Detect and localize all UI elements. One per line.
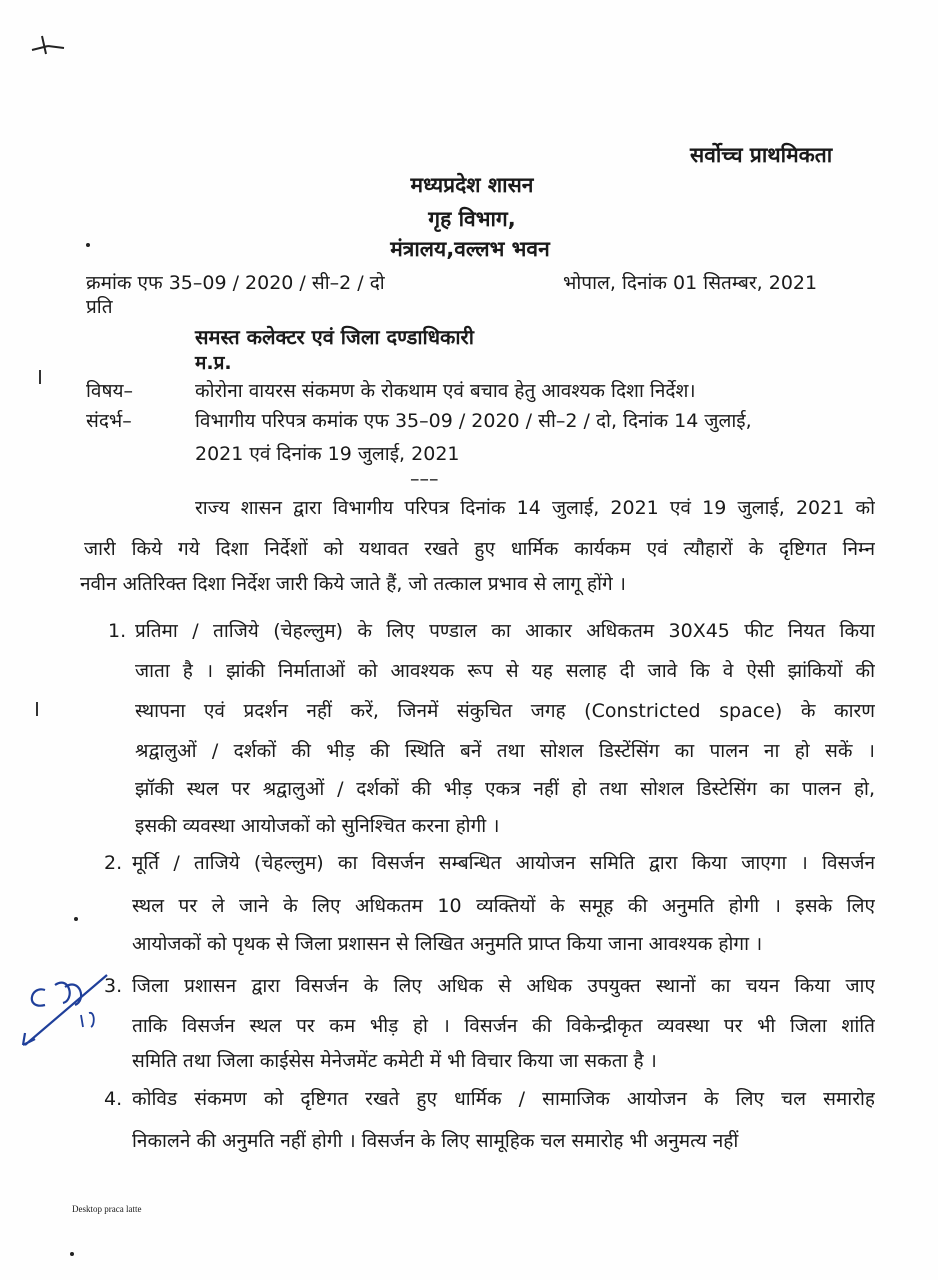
subject-text: कोरोना वायरस संकमण के रोकथाम एवं बचाव हेतु आवश्यक दिशा निर्देश। bbox=[195, 380, 696, 402]
margin-mark bbox=[36, 702, 38, 716]
item-line: जाता है । झांकी निर्माताओं को आवश्यक रूप से यह सलाह दी जावे कि वे ऐसी झांकियों की bbox=[135, 660, 875, 682]
header-department: गृह विभाग, bbox=[428, 207, 516, 231]
handwritten-tick-mark bbox=[28, 30, 68, 60]
to-label: प्रति bbox=[86, 296, 113, 318]
addressee-state: म.प्र. bbox=[195, 352, 232, 374]
reference-line-2: 2021 एवं दिनांक 19 जुलाई, 2021 bbox=[195, 443, 460, 465]
speck-dot bbox=[86, 243, 90, 247]
reference-line-1: विभागीय परिपत्र कमांक एफ 35–09 / 2020 / सी–2 / दो, दिनांक 14 जुलाई, bbox=[195, 410, 752, 432]
addressee: समस्त कलेक्टर एवं जिला दण्डाधिकारी bbox=[195, 325, 474, 349]
item-line: आयोजकों को पृथक से जिला प्रशासन से लिखित अनुमति प्राप्त किया जाना आवश्यक होगा । bbox=[132, 933, 763, 955]
priority-label: सर्वोच्च प्राथमिकता bbox=[690, 143, 833, 167]
item-line: इसकी व्यवस्था आयोजकों को सुनिश्चित करना होगी । bbox=[135, 815, 500, 837]
item-line: झॉकी स्थल पर श्रद्वालुओं / दर्शकों की भीड़ एकत्र नहीं हो तथा सोशल डिस्टेसिंग का पालन हो, bbox=[135, 778, 875, 800]
intro-line: नवीन अतिरिक्त दिशा निर्देश जारी किये जाते हैं, जो तत्काल प्रभाव से लागू होंगे । bbox=[80, 573, 626, 595]
speck-dot bbox=[70, 1252, 74, 1256]
reference-label: संदर्भ– bbox=[86, 410, 132, 432]
item-line: समिति तथा जिला काईसेस मेनेजमेंट कमेटी में भी विचार किया जा सकता है । bbox=[132, 1050, 657, 1072]
item-number: 3. bbox=[104, 975, 123, 997]
speck-dot bbox=[74, 917, 78, 921]
item-line: प्रतिमा / ताजिये (चेहल्लुम) के लिए पण्डाल का आकार अधिकतम 30X45 फीट नियत किया bbox=[135, 620, 875, 642]
item-line: ताकि विसर्जन स्थल पर कम भीड़ हो । विसर्जन की विकेन्द्रीकृत व्यवस्था पर भी जिला शांति bbox=[132, 1015, 875, 1037]
item-line: श्रद्वालुओं / दर्शकों की भीड़ की स्थिति बनें तथा सोशल डिस्टेंसिंग का पालन ना हो सकें । bbox=[135, 740, 875, 762]
item-line: स्थापना एवं प्रदर्शन नहीं करें, जिनमें संकुचित जगह (Constricted space) के कारण bbox=[135, 700, 875, 722]
item-number: 2. bbox=[104, 852, 123, 874]
reference-number: क्रमांक एफ 35–09 / 2020 / सी–2 / दो bbox=[86, 272, 385, 294]
separator: ––– bbox=[410, 468, 439, 490]
item-line: जिला प्रशासन द्वारा विसर्जन के लिए अधिक से अधिक उपयुक्त स्थानों का चयन किया जाए bbox=[132, 975, 875, 997]
item-number: 1. bbox=[108, 620, 127, 642]
place-date: भोपाल, दिनांक 01 सितम्बर, 2021 bbox=[563, 272, 818, 294]
item-line: कोविड संकमण को दृष्टिगत रखते हुए धार्मिक / सामाजिक आयोजन के लिए चल समारोह bbox=[132, 1088, 875, 1110]
header-ministry: मंत्रालय,वल्लभ भवन bbox=[390, 237, 550, 261]
item-line: स्थल पर ले जाने के लिए अधिकतम 10 व्यक्तियों के समूह की अनुमति होगी । इसके लिए bbox=[132, 895, 875, 917]
intro-line: जारी किये गये दिशा निर्देशों को यथावत रखते हुए धार्मिक कार्यकम एवं त्यौहारों के दृष्टिगत निम्न bbox=[84, 538, 875, 560]
intro-line: राज्य शासन द्वारा विभागीय परिपत्र दिनांक 14 जुलाई, 2021 एवं 19 जुलाई, 2021 को bbox=[195, 497, 875, 519]
item-line: निकालने की अनुमति नहीं होगी । विसर्जन के लिए सामूहिक चल समारोह भी अनुमत्य नहीं bbox=[132, 1130, 739, 1152]
handwritten-annotation-22-19 bbox=[15, 965, 115, 1060]
header-government: मध्यप्रदेश शासन bbox=[410, 173, 534, 197]
subject-label: विषय– bbox=[86, 380, 133, 402]
footer-text: Desktop praca latte bbox=[72, 1204, 142, 1214]
item-number: 4. bbox=[104, 1088, 123, 1110]
margin-mark bbox=[39, 370, 41, 384]
item-line: मूर्ति / ताजिये (चेहल्लुम) का विसर्जन सम्बन्धित आयोजन समिति द्वारा किया जाएगा । विसर्जन bbox=[132, 852, 875, 874]
